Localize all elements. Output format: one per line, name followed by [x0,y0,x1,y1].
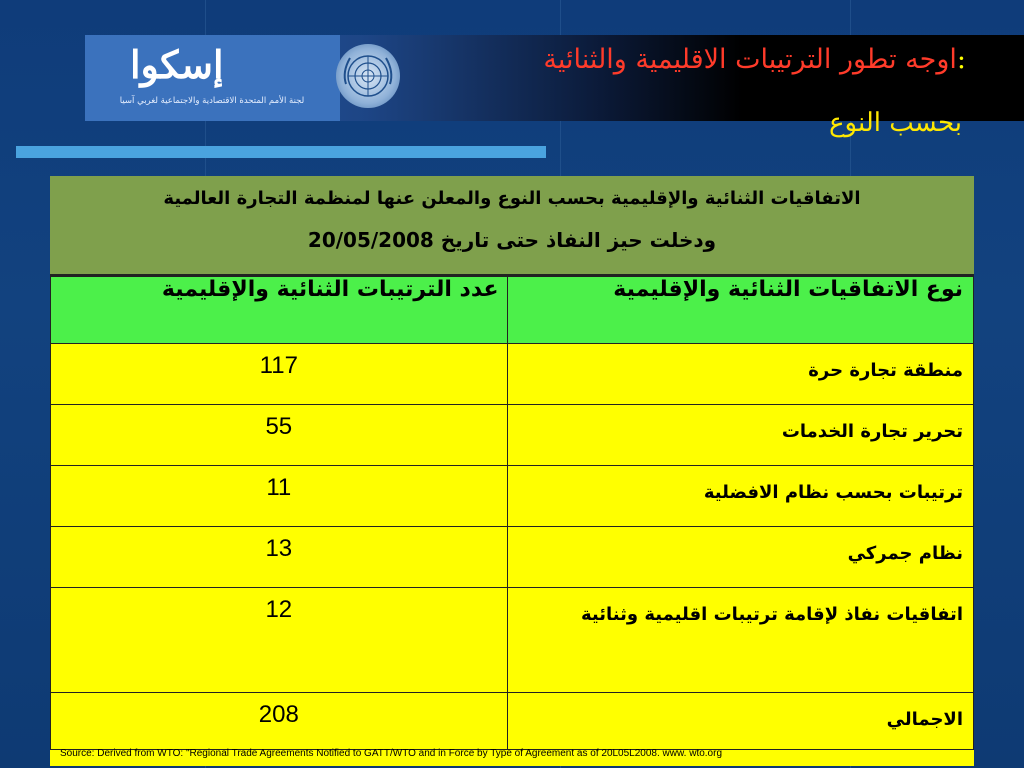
source-note: Source: Derived from WTO: "Regional Trade Agreements Notified to GATT/WTO and in Force by Type of Agreement as of 20L05L2008. www. wto.org [60,748,723,759]
agreement-count-cell: 11 [51,466,508,527]
column-header-count: عدد الترتيبات الثنائية والإقليمية [51,277,508,344]
agreement-count-cell: 12 [51,588,508,693]
escwa-logo-text: إسكوا [130,42,224,87]
total-label-cell: الاجمالي [507,693,973,750]
agreement-count-cell: 55 [51,405,508,466]
slide-title-line2: بحسب النوع [829,108,962,138]
agreement-type-cell: منطقة تجارة حرة [507,344,973,405]
table-header-row [51,277,974,344]
table-row [51,466,974,527]
agreement-type-cell: اتفاقيات نفاذ لإقامة ترتيبات اقليمية وثنائية [507,588,973,693]
column-header-type: نوع الاتفاقيات الثنائية والإقليمية [507,277,973,344]
table-caption [50,176,974,276]
title-colon: : [956,44,966,75]
caption-line1: الاتفاقيات الثنائية والإقليمية بحسب النوع والمعلن عنها لمنظمة التجارة العالمية [163,188,861,209]
accent-bar [16,146,546,158]
agreement-type-cell: ترتيبات بحسب نظام الافضلية [507,466,973,527]
agreement-count-cell: 13 [51,527,508,588]
slide-title-line1 [543,44,966,75]
table-row [51,344,974,405]
escwa-logo-subtitle: لجنة الأمم المتحدة الاقتصادية والاجتماعية لغربي آسيا [119,96,305,106]
table-row [51,405,974,466]
table-row [51,527,974,588]
agreement-type-cell: تحرير تجارة الخدمات [507,405,973,466]
agreements-table [50,276,974,750]
caption-line2: ودخلت حيز النفاذ حتى تاريخ 20/05/2008 [307,228,717,252]
total-count-cell: 208 [51,693,508,750]
agreement-count-cell: 117 [51,344,508,405]
un-emblem-icon [336,44,400,108]
agreement-type-cell: نظام جمركي [507,527,973,588]
table-row [51,588,974,693]
title-text: اوجه تطور الترتيبات الاقليمية والثنائية [543,44,957,75]
table-total-row [51,693,974,750]
